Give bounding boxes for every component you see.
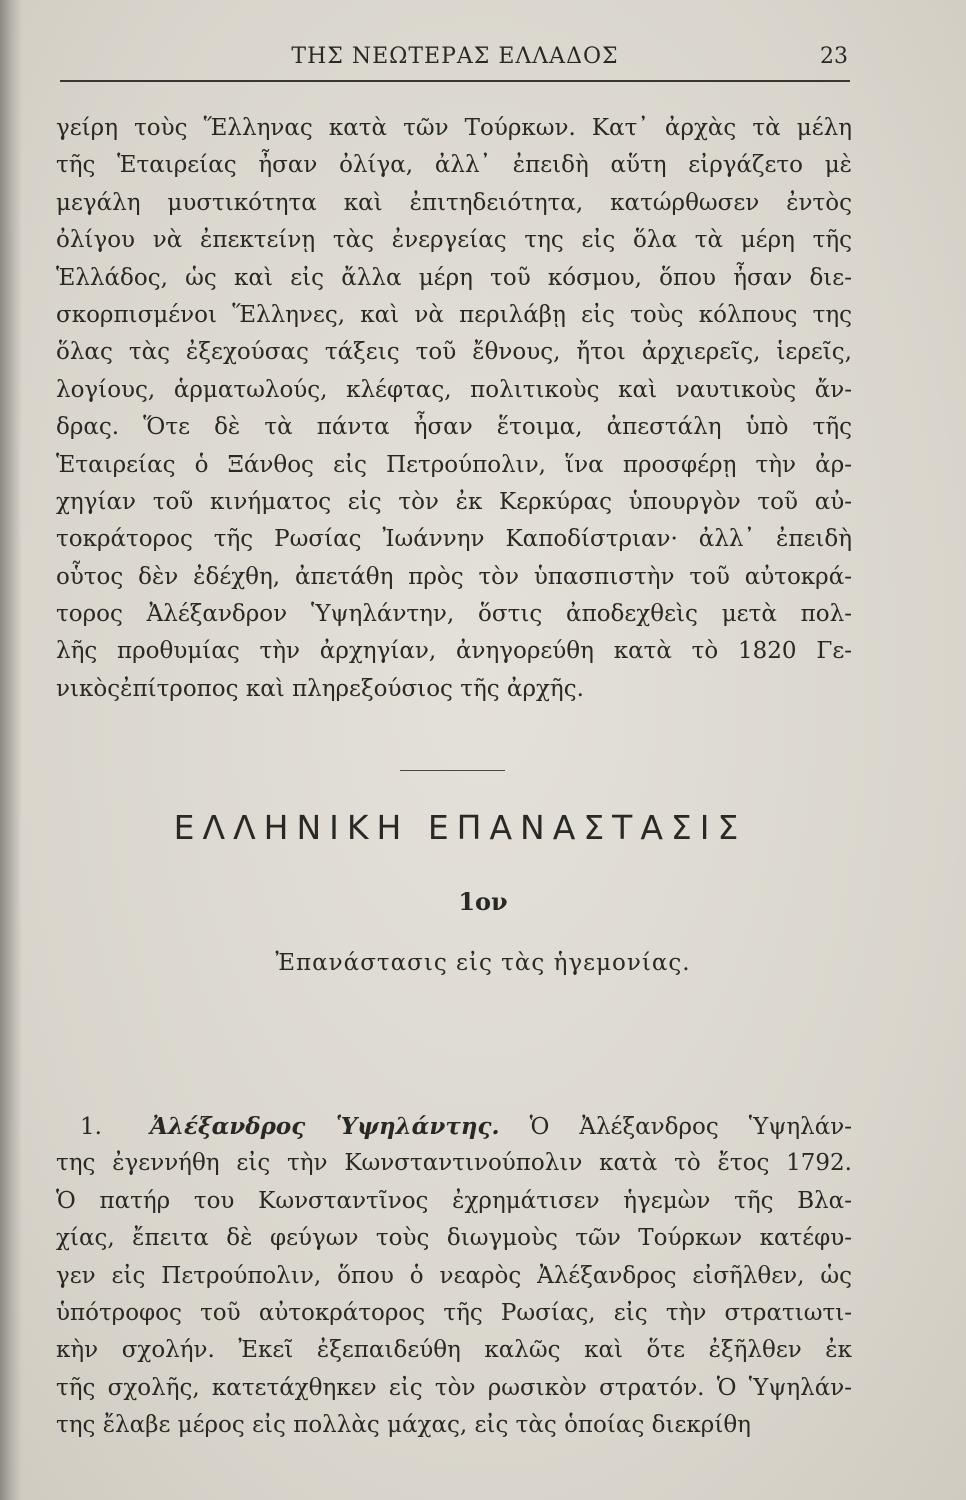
text-line: Ἑλλάδος, ὡς καὶ εἰς ἄλλα μέρη τοῦ κόσμου, ὅπου ἦσαν διε- xyxy=(56,264,852,291)
text-line: μεγάλη μυστικότητα καὶ ἐπιτηδειότητα, κατώρθωσεν ἐντὸς xyxy=(56,189,852,216)
text-line: τῆς Ἑταιρείας ἦσαν ὀλίγα, ἀλλ᾽ ἐπειδὴ αὕτη εἰργάζετο μὲ xyxy=(56,152,852,179)
text-line: δρας. Ὅτε δὲ τὰ πάντα ἦσαν ἕτοιμα, ἀπεστάλη ὑπὸ τῆς xyxy=(56,414,852,441)
text-line: λογίους, ἁρματωλούς, κλέφτας, πολιτικοὺς καὶ ναυτικοὺς ἄν- xyxy=(56,376,852,403)
text-line: τοκράτορος τῆς Ρωσίας Ἰωάννην Καποδίστριαν· ἀλλ᾽ ἐπειδὴ xyxy=(56,526,852,553)
chapter-number: 1ον xyxy=(458,887,508,916)
text-line: σκορπισμένοι Ἕλληνες, καὶ νὰ περιλάβῃ εἰς τοὺς κόλπους της xyxy=(56,301,852,328)
text-line: χηγίαν τοῦ κινήματος εἰς τὸν ἐκ Κερκύρας ὑπουργὸν τοῦ αὐ- xyxy=(56,488,852,515)
text-line-first xyxy=(56,1108,852,1145)
page-number: 23 xyxy=(820,44,848,69)
section-divider xyxy=(400,770,505,771)
text-line: Ὁ πατήρ του Κωνσταντῖνος ἐχρημάτισεν ἡγεμὼν τῆς Βλα- xyxy=(56,1187,852,1214)
text-line: Ἑταιρείας ὁ Ξάνθος εἰς Πετρούπολιν, ἵνα προσφέρῃ τὴν ἀρ- xyxy=(56,451,852,478)
text-line: λῆς προθυμίας τὴν ἀρχηγίαν, ἀνηγορεύθη κατὰ τὸ 1820 Γε- xyxy=(56,638,852,665)
text-line: γείρη τοὺς Ἕλληνας κατὰ τῶν Τούρκων. Κατ᾽ ἀρχὰς τὰ μέλη xyxy=(56,115,852,141)
running-header xyxy=(60,40,850,80)
text-line: ὀλίγου νὰ ἐπεκτείνῃ τὰς ἐνεργείας της εἰς ὅλα τὰ μέρη τῆς xyxy=(56,227,852,254)
text-line: νικὸςἐπίτροπος καὶ πληρεξούσιος τῆς ἀρχῆς. xyxy=(56,675,584,702)
text-line: ὑπότροφος τοῦ αὐτοκράτορος τῆς Ρωσίας, εἰς τὴν στρατιωτι- xyxy=(56,1299,852,1326)
person-name: Ἀλέξανδρος Ὑψηλάντης. xyxy=(150,1113,500,1140)
section-heading: ΕΛΛΗΝΙΚΗ ΕΠΑΝΑΣΤΑΣΙΣ xyxy=(173,808,747,847)
text-line: χίας, ἔπειτα δὲ φεύγων τοὺς διωγμοὺς τῶν Τούρκων κατέφυ- xyxy=(56,1225,852,1252)
first-line-rest: Ὁ Ἀλέξανδρος Ὑψηλάν- xyxy=(529,1114,852,1140)
chapter-title: Ἐπανάστασις εἰς τὰς ἡγεμονίας. xyxy=(275,950,691,976)
paragraph-etaireia xyxy=(56,110,852,708)
text-line: κὴν σχολήν. Ἐκεῖ ἐξεπαιδεύθη καλῶς καὶ ὅτε ἐξῆλθεν ἐκ xyxy=(56,1337,852,1364)
text-line: τῆς σχολῆς, κατετάχθηκεν εἰς τὸν ρωσικὸν στρατόν. Ὁ Ὑψηλάν- xyxy=(56,1374,852,1401)
text-line: ὅλας τὰς ἐξεχούσας τάξεις τοῦ ἔθνους, ἤτοι ἀρχιερεῖς, ἱερεῖς, xyxy=(56,339,852,366)
text-line: της ἐγεννήθη εἰς τὴν Κωνσταντινούπολιν κατὰ τὸ ἔτος 1792. xyxy=(56,1150,852,1177)
text-line: τορος Ἀλέξανδρον Ὑψηλάντην, ὅστις ἀποδεχθεὶς μετὰ πολ- xyxy=(56,601,852,628)
paragraph-number: 1. xyxy=(80,1114,102,1140)
text-line: γεν εἰς Πετρούπολιν, ὅπου ὁ νεαρὸς Ἀλέξανδρος εἰσῆλθεν, ὡς xyxy=(56,1262,852,1289)
text-line: της ἔλαβε μέρος εἰς πολλὰς μάχας, εἰς τὰς ὁποίας διεκρίθη xyxy=(56,1412,751,1439)
text-line: οὗτος δὲν ἐδέχθη, ἀπετάθη πρὸς τὸν ὑπασπιστὴν τοῦ αὐτοκρά- xyxy=(56,563,852,590)
header-rule xyxy=(60,80,850,82)
running-title: ΤΗΣ ΝΕΩΤΕΡΑΣ ΕΛΛΑΔΟΣ xyxy=(291,44,619,69)
paragraph-ypsilantis xyxy=(56,1108,852,1445)
page-left-edge-shadow xyxy=(0,0,22,1500)
